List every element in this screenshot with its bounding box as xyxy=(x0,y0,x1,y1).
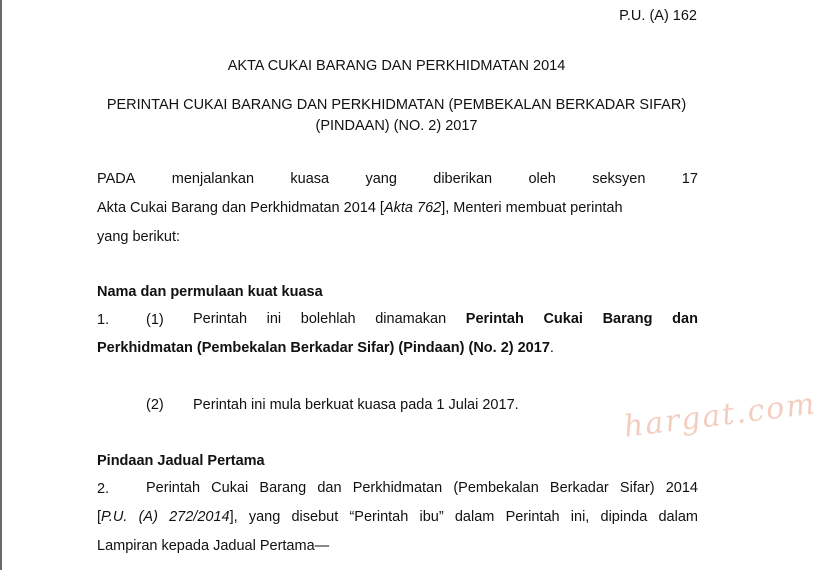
pu-reference: P.U. (A) 272/2014 xyxy=(101,509,230,525)
section1-para2: Perintah ini mula berkuat kuasa pada 1 Julai 2017. xyxy=(193,397,519,413)
act-title: AKTA CUKAI BARANG DAN PERKHIDMATAN 2014 xyxy=(227,58,566,74)
order-title-line2: (PINDAAN) (NO. 2) 2017 xyxy=(315,118,478,134)
preamble-line3: yang berikut: xyxy=(97,229,181,245)
word: Perintah xyxy=(465,311,524,327)
word: dan xyxy=(672,311,698,327)
section2-line3: Lampiran kepada Jadual Pertama— xyxy=(97,538,330,554)
word: oleh xyxy=(528,171,556,187)
word: Perintah xyxy=(193,311,248,327)
order-title-line1: PERINTAH CUKAI BARANG DAN PERKHIDMATAN (PEMBEKALAN BERKADAR SIFAR) xyxy=(106,97,687,113)
word: menjalankan xyxy=(171,171,255,187)
preamble-line1 xyxy=(97,165,698,194)
word: dinamakan xyxy=(375,311,447,327)
preamble-line2 xyxy=(97,194,698,223)
section2-line1 xyxy=(146,474,698,503)
text: ], yang disebut “Perintah ibu” dalam Perintah ini, dipinda dalam xyxy=(229,509,698,525)
text: Perintah Cukai Barang dan Perkhidmatan (Pembekalan Berkadar Sifar) 2014 xyxy=(146,480,698,496)
text: . xyxy=(549,340,554,356)
word: bolehlah xyxy=(300,311,356,327)
preamble xyxy=(97,165,698,252)
word: kuasa xyxy=(290,171,330,187)
subsection1-number: (1) xyxy=(146,312,164,328)
section2-heading: Pindaan Jadual Pertama xyxy=(97,453,265,469)
word: yang xyxy=(365,171,397,187)
watermark: hargat.com xyxy=(622,386,818,445)
section1-heading: Nama dan permulaan kuat kuasa xyxy=(97,284,323,300)
text: [ xyxy=(97,509,102,525)
section1-number: 1. xyxy=(97,312,110,328)
section2-number: 2. xyxy=(97,481,110,497)
section1-para1-line2 xyxy=(97,334,698,363)
section2-line2 xyxy=(97,503,698,532)
text xyxy=(97,503,698,532)
subsection2-number: (2) xyxy=(146,397,164,413)
justified-line xyxy=(193,305,698,334)
document-reference: P.U. (A) 162 xyxy=(619,8,697,24)
word: ini xyxy=(266,311,282,327)
text: ], Menteri membuat perintah xyxy=(441,200,623,216)
word: PADA xyxy=(97,171,136,187)
order-title xyxy=(0,95,793,137)
section1-para1-line1 xyxy=(193,305,698,334)
word: seksyen xyxy=(592,171,646,187)
word: 17 xyxy=(681,171,698,187)
word: Cukai xyxy=(543,311,583,327)
order-name: Perkhidmatan (Pembekalan Berkadar Sifar) (Pindaan) (No. 2) 2017 xyxy=(97,340,550,356)
word: diberikan xyxy=(433,171,493,187)
text: Akta Cukai Barang dan Perkhidmatan 2014 [ xyxy=(97,200,384,216)
word: Barang xyxy=(602,311,653,327)
act-reference: Akta 762 xyxy=(383,200,442,216)
